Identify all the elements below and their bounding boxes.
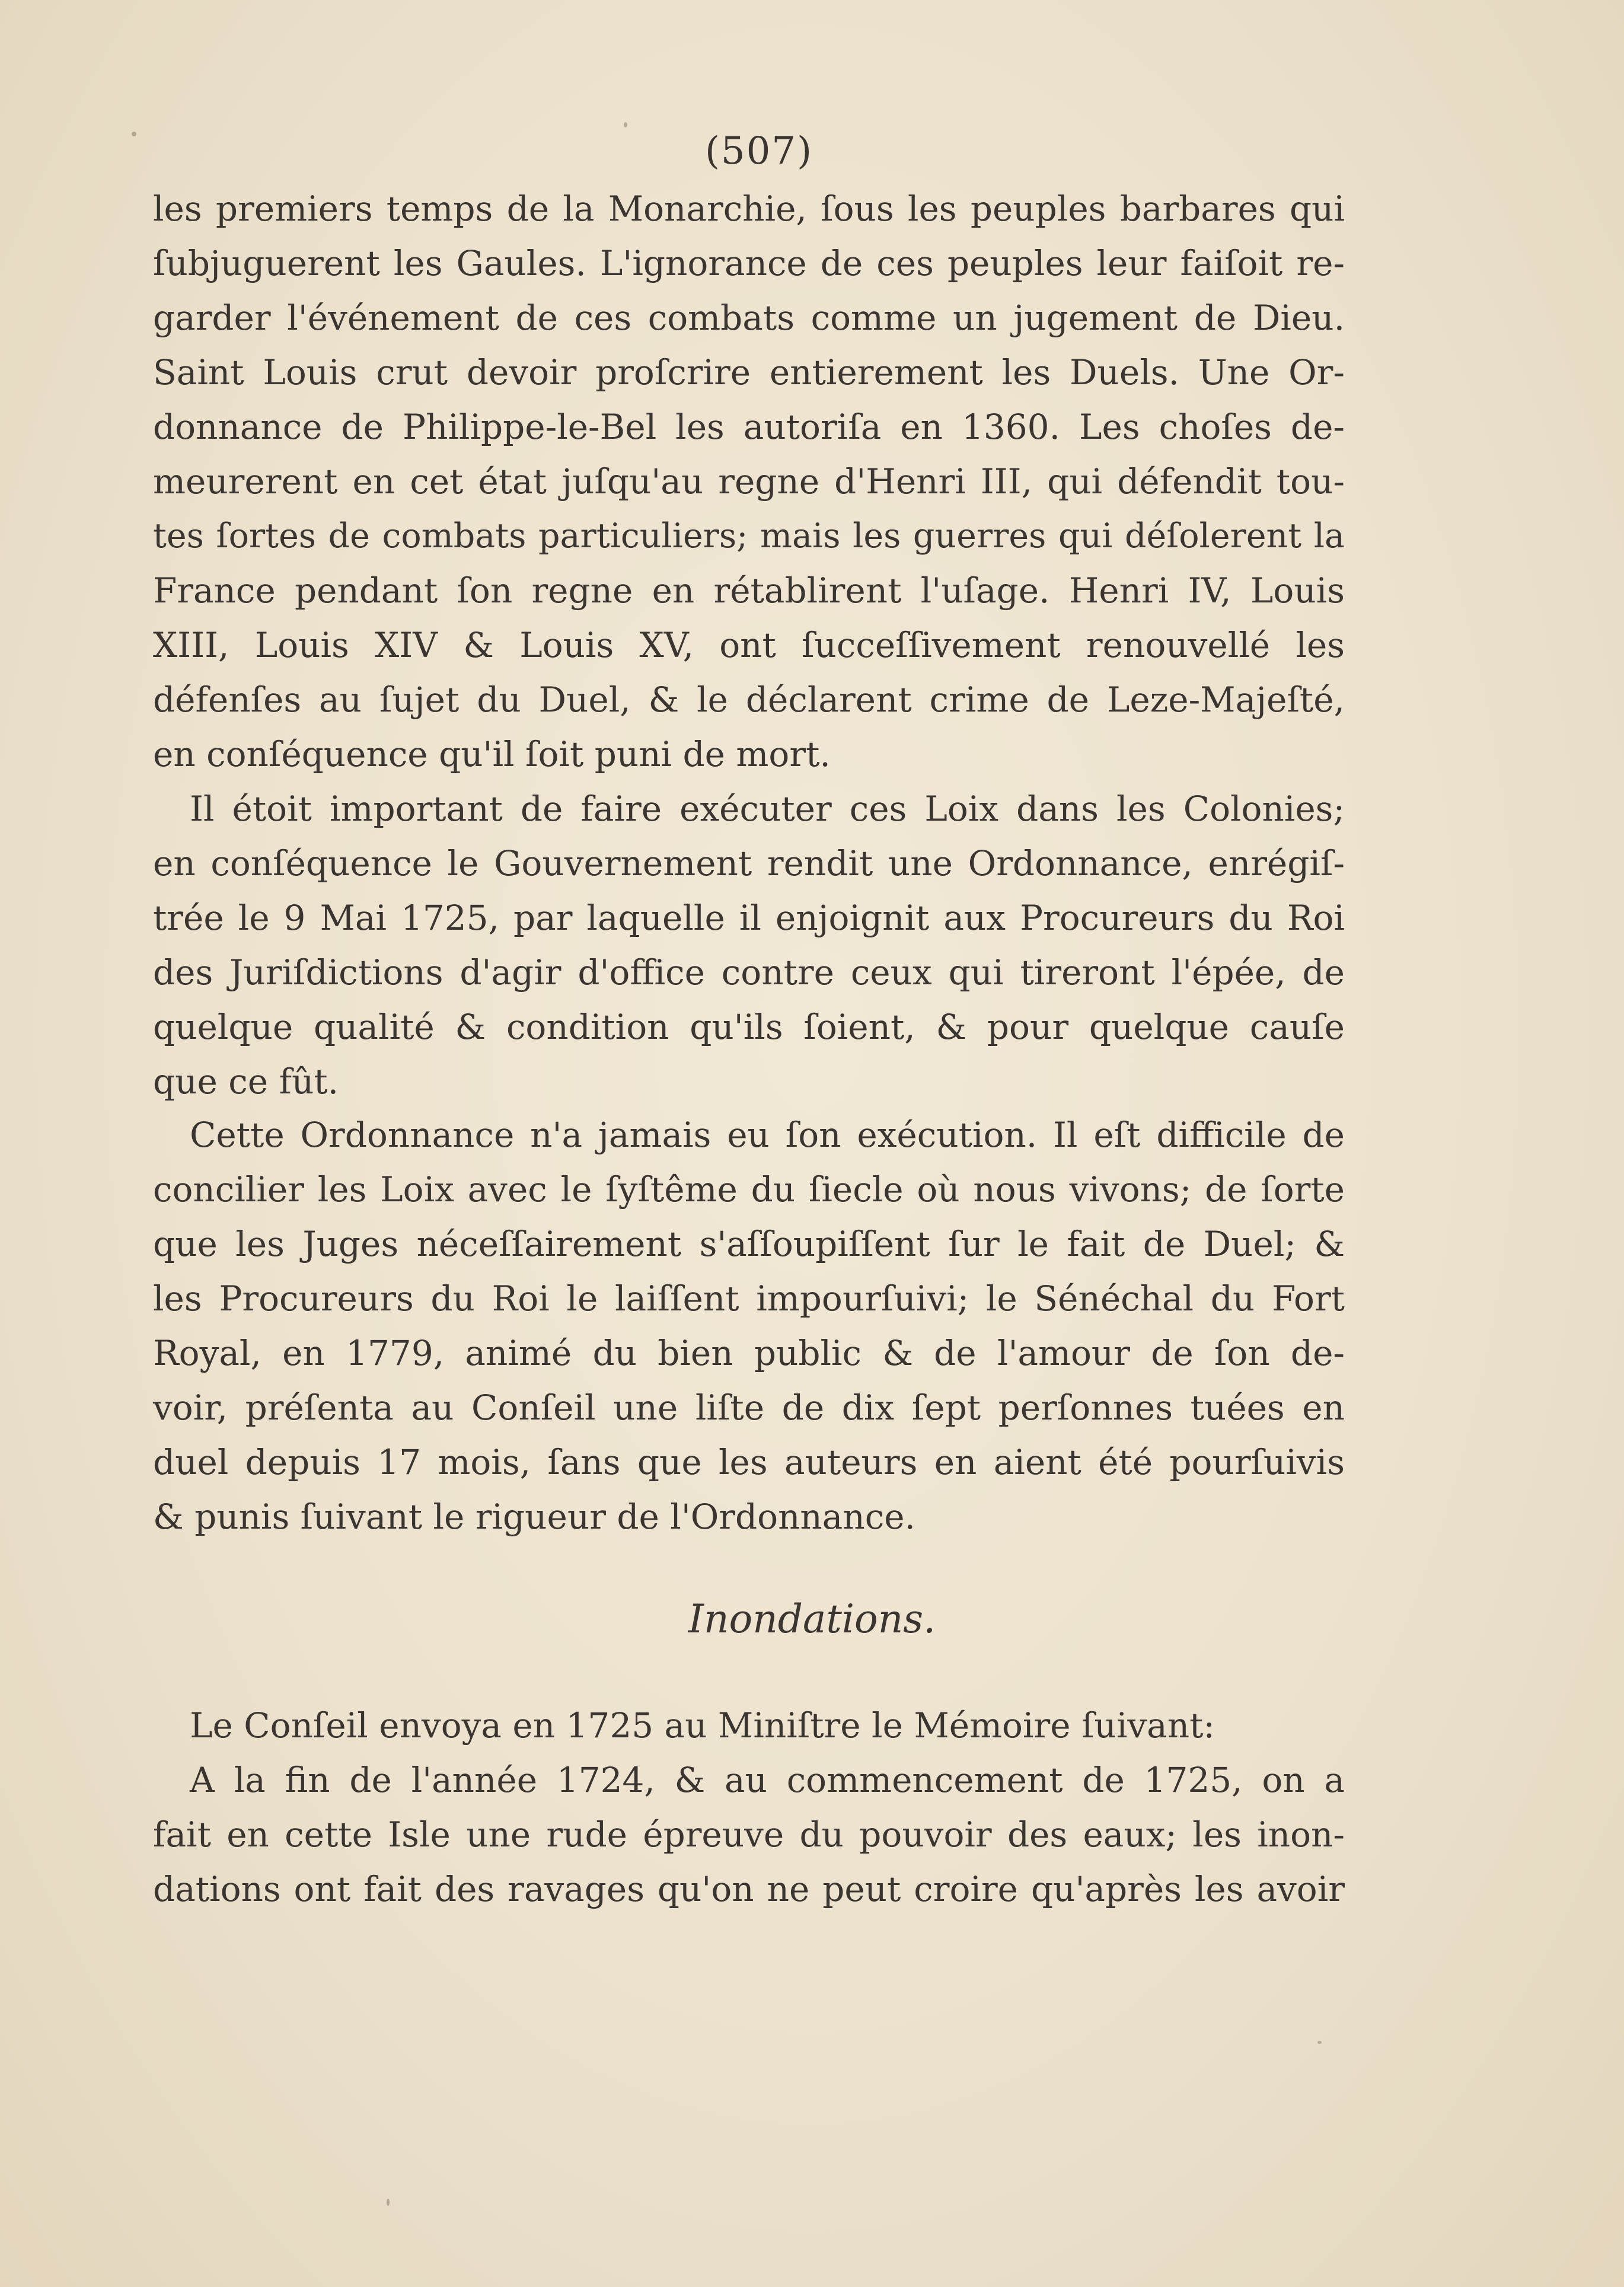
text-line: tes ſortes de combats particuliers; mais les guerres qui déſolerent la — [153, 516, 1345, 556]
text-line: duel depuis 17 mois, ſans que les auteurs en aient été pourſuivis — [153, 1442, 1345, 1482]
text-line: XIII, Louis XIV & Louis XV, ont ſucceſſivement renouvellé les — [153, 625, 1345, 665]
paragraph-ordonnance-execution — [153, 1108, 1345, 1544]
text-line: en conſéquence le Gouvernement rendit une Ordonnance, enrégiſ- — [153, 843, 1345, 883]
paragraph-inondations — [153, 1698, 1345, 1916]
text-line: Il étoit important de faire exécuter ces Loix dans les Colonies; — [190, 789, 1345, 829]
text-line: Cette Ordonnance n'a jamais eu ſon exécution. Il eſt difficile de — [190, 1115, 1345, 1155]
text-line: voir, préſenta au Conſeil une liſte de dix ſept perſonnes tuées en — [153, 1387, 1345, 1428]
text-line: trée le 9 Mai 1725, par laquelle il enjoignit aux Procureurs du Roi — [153, 898, 1345, 938]
text-line: meurerent en cet état juſqu'au regne d'Henri III, qui défendit tou- — [153, 461, 1345, 502]
text-line: donnance de Philippe-le-Bel les autoriſa en 1360. Les choſes de- — [153, 407, 1345, 447]
text-line: dations ont fait des ravages qu'on ne peut croire qu'après les avoir — [153, 1869, 1345, 1909]
paragraph-duels-history — [153, 181, 1345, 782]
text-line: ſubjuguerent les Gaules. L'ignorance de ces peuples leur faiſoit re- — [153, 243, 1345, 283]
text-line: défenſes au ſujet du Duel, & le déclarent crime de Leze-Majeſté, — [153, 680, 1345, 720]
paper-speck — [624, 122, 627, 127]
text-line: quelque qualité & condition qu'ils ſoient, & pour quelque cauſe — [153, 1007, 1345, 1047]
text-line: Royal, en 1779, animé du bien public & de l'amour de ſon de- — [153, 1333, 1345, 1373]
section-heading: Inondations. — [688, 1596, 936, 1642]
text-line: fait en cette Isle une rude épreuve du pouvoir des eaux; les inon- — [153, 1814, 1345, 1855]
text-line: les premiers temps de la Monarchie, ſous les peuples barbares qui — [153, 189, 1345, 229]
text-line: en conſéquence qu'il ſoit puni de mort. — [153, 734, 831, 774]
paragraph-ordonnance-1725 — [153, 782, 1345, 1109]
paper-speck — [1317, 2041, 1322, 2044]
text-line: que ce fût. — [153, 1061, 339, 1102]
text-line: des Juriſdictions d'agir d'office contre ceux qui tireront l'épée, de — [153, 952, 1345, 993]
text-line: Saint Louis crut devoir proſcrire entierement les Duels. Une Or- — [153, 352, 1345, 393]
text-line: garder l'événement de ces combats comme un jugement de Dieu. — [153, 298, 1345, 338]
paper-speck — [132, 132, 136, 136]
text-line: les Procureurs du Roi le laiſſent impourſuivi; le Sénéchal du Fort — [153, 1278, 1345, 1319]
page-number: (507) — [704, 129, 813, 173]
text-line: & punis ſuivant le rigueur de l'Ordonnance. — [153, 1497, 915, 1537]
text-line: concilier les Loix avec le ſyſtême du ſiecle où nous vivons; de ſorte — [153, 1169, 1345, 1210]
paper-speck — [387, 2199, 390, 2206]
text-line: France pendant ſon regne en rétablirent l'uſage. Henri IV, Louis — [153, 570, 1345, 611]
text-line: Le Conſeil envoya en 1725 au Miniſtre le Mémoire ſuivant: — [190, 1705, 1215, 1746]
text-line: que les Juges néceſſairement s'aſſoupiſſent ſur le fait de Duel; & — [153, 1224, 1345, 1264]
text-line: A la fin de l'année 1724, & au commencement de 1725, on a — [190, 1760, 1345, 1800]
